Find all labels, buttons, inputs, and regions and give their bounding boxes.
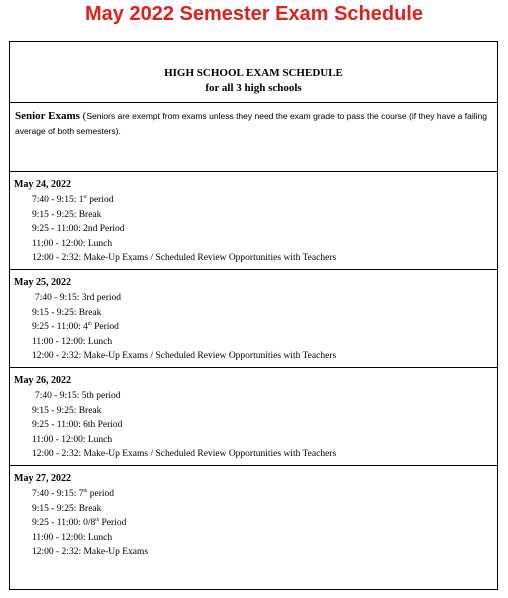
slot-row: 12:00 - 2:32: Make-Up Exams / Scheduled Review Opportunities with Teachers bbox=[32, 351, 337, 362]
slot-row: 9:15 - 9:25: Break bbox=[32, 503, 102, 514]
slot-row: 12:00 - 2:32: Make-Up Exams bbox=[32, 547, 149, 558]
slot-row: 7:40 - 9:15: 5th period bbox=[35, 391, 121, 401]
schedule-subheading: for all 3 high schools bbox=[205, 82, 302, 94]
slot-row: 11:00 - 12:00: Lunch bbox=[32, 532, 113, 543]
slot-row: 9:15 - 9:25: Break bbox=[32, 209, 102, 220]
slot-row: 9:25 - 11:00: 6th Period bbox=[32, 420, 123, 431]
slot-row: 7:40 - 9:15: 1st period bbox=[32, 194, 114, 205]
slot-row: 9:25 - 11:00: 2nd Period bbox=[32, 224, 125, 235]
slot-row: 9:15 - 9:25: Break bbox=[32, 405, 102, 416]
slot-row: 11:00 - 12:00: Lunch bbox=[32, 336, 113, 347]
senior-exams-text bbox=[15, 109, 490, 139]
day-slots bbox=[32, 487, 148, 560]
senior-exams-paren: ( bbox=[79, 110, 87, 122]
slot-row: 9:25 - 11:00: 4th Period bbox=[32, 322, 119, 333]
slot-row: 9:25 - 11:00: 0/8th Period bbox=[32, 518, 127, 529]
day-date: May 25, 2022 bbox=[14, 277, 71, 288]
slot-row: 11:00 - 12:00: Lunch bbox=[32, 238, 113, 249]
day-date: May 24, 2022 bbox=[14, 179, 71, 190]
day-date: May 26, 2022 bbox=[14, 375, 71, 386]
page-title: May 2022 Semester Exam Schedule bbox=[85, 3, 423, 25]
day-block bbox=[10, 465, 497, 589]
slot-row: 11:00 - 12:00: Lunch bbox=[32, 434, 113, 445]
day-block bbox=[10, 171, 497, 269]
slot-row: 9:15 - 9:25: Break bbox=[32, 307, 102, 318]
senior-exams-note: Seniors are exempt from exams unless they need the exam grade to pass the course (if they have a failing average of both semesters). bbox=[15, 111, 487, 136]
day-slots bbox=[32, 389, 336, 462]
slot-row: 12:00 - 2:32: Make-Up Exams / Scheduled Review Opportunities with Teachers bbox=[32, 253, 337, 264]
day-slots bbox=[32, 291, 336, 364]
day-block bbox=[10, 269, 497, 367]
schedule-header-cell bbox=[10, 42, 497, 102]
slot-row: 12:00 - 2:32: Make-Up Exams / Scheduled Review Opportunities with Teachers bbox=[32, 449, 337, 460]
schedule-table bbox=[9, 41, 498, 590]
senior-exams-cell bbox=[10, 102, 497, 171]
schedule-heading: HIGH SCHOOL EXAM SCHEDULE bbox=[164, 67, 343, 79]
day-block bbox=[10, 367, 497, 465]
day-slots bbox=[32, 193, 336, 266]
slot-row: 7:40 - 9:15: 3rd period bbox=[35, 293, 122, 303]
day-date: May 27, 2022 bbox=[14, 473, 71, 484]
senior-exams-label: Senior Exams bbox=[15, 110, 80, 122]
slot-row: 7:40 - 9:15: 7th period bbox=[32, 488, 115, 499]
